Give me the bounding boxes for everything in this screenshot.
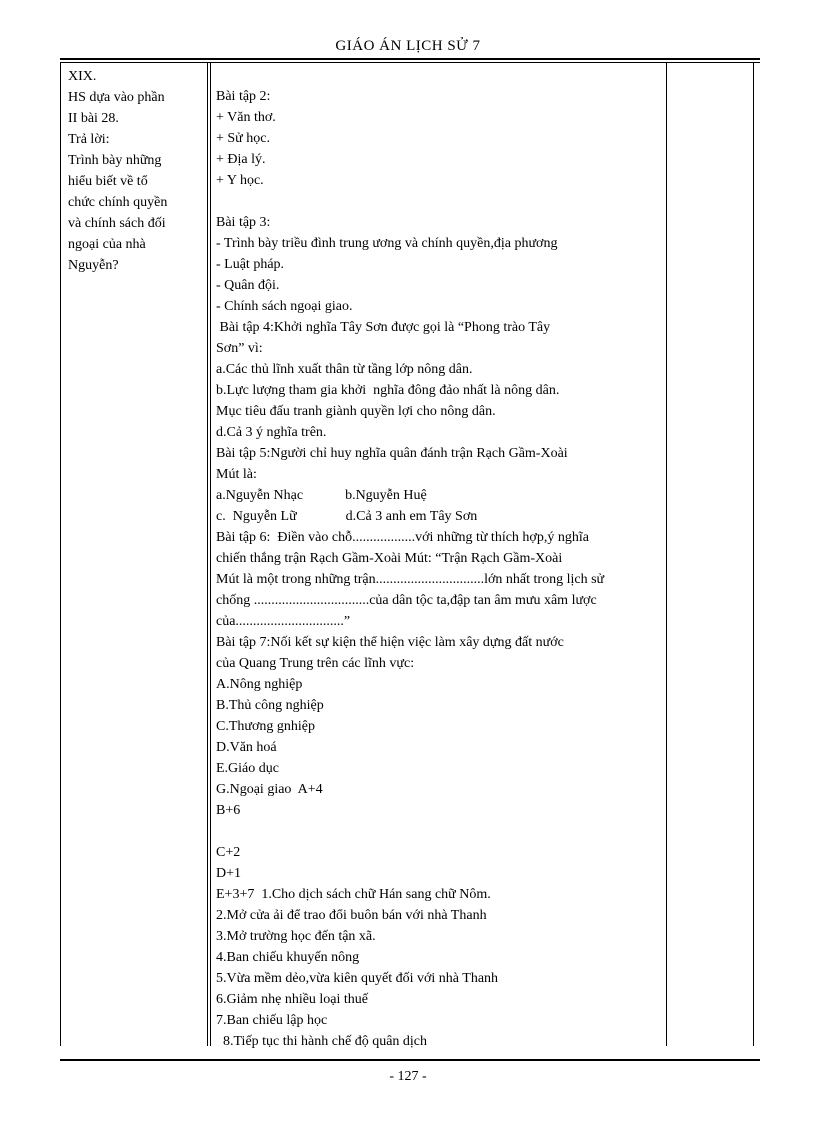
content-line: của Quang Trung trên các lĩnh vực: <box>216 656 415 671</box>
content-line: 5.Vừa mềm dẻo,vừa kiên quyết đối với nhà Thanh <box>216 971 499 986</box>
header-title: GIÁO ÁN LỊCH SỬ 7 <box>335 38 481 54</box>
content-line: E.Giáo dục <box>216 761 279 776</box>
question-line: hiểu biết về tổ <box>68 174 148 189</box>
left-column <box>68 66 208 276</box>
content-line: 4.Ban chiếu khuyến nông <box>216 950 360 965</box>
content-line: Bài tập 4:Khởi nghĩa Tây Sơn được gọi là “Phong trào Tây <box>216 320 551 335</box>
question-line: Trả lời: <box>68 132 110 147</box>
content-line: 7.Ban chiếu lập học <box>216 1013 328 1028</box>
content-line: 2.Mở cửa ải để trao đổi buôn bán với nhà Thanh <box>216 908 487 923</box>
question-line: ngoại của nhà <box>68 237 146 252</box>
content-line: - Chính sách ngoại giao. <box>216 299 353 314</box>
content-line: b.Lực lượng tham gia khởi nghĩa đông đảo nhất là nông dân. <box>216 383 560 398</box>
content-line: chống .................................của dân tộc ta,đập tan âm mưu xâm lược <box>216 593 597 608</box>
content-line: Bài tập 3: <box>216 215 271 230</box>
table-border-left <box>60 63 61 1046</box>
content-line: 3.Mở trường học đến tận xã. <box>216 929 376 944</box>
header-rule-thick <box>60 58 760 60</box>
content-line: C+2 <box>216 845 241 860</box>
footer-rule <box>60 1059 760 1061</box>
content-line: + Văn thơ. <box>216 110 276 125</box>
content-line: - Quân đội. <box>216 278 280 293</box>
content-line: D+1 <box>216 866 242 881</box>
content-line: Bài tập 7:Nối kết sự kiện thể hiện việc làm xây dựng đất nước <box>216 635 564 650</box>
question-line: II bài 28. <box>68 111 119 126</box>
content-line: G.Ngoại giao A+4 <box>216 782 323 797</box>
content-line: B.Thủ công nghiệp <box>216 698 324 713</box>
content-line: Mút là: <box>216 467 257 482</box>
content-line: - Luật pháp. <box>216 257 285 272</box>
page-number: - 127 - <box>389 1069 427 1084</box>
content-line: a.Nguyễn Nhạc b.Nguyễn Huệ <box>216 488 427 503</box>
content-line: Sơn” vì: <box>216 341 263 356</box>
content-line: d.Cả 3 ý nghĩa trên. <box>216 425 327 440</box>
main-column <box>216 86 661 1052</box>
content-line: Bài tập 5:Người chỉ huy nghĩa quân đánh trận Rạch Gầm-Xoài <box>216 446 568 461</box>
content-line <box>216 821 661 842</box>
content-line <box>216 191 661 212</box>
question-line: Nguyễn? <box>68 258 119 273</box>
content-line: E+3+7 1.Cho dịch sách chữ Hán sang chữ Nôm. <box>216 887 491 902</box>
question-line: Trình bày những <box>68 153 162 168</box>
content-line: Bài tập 2: <box>216 89 271 104</box>
content-line: + Sử học. <box>216 131 270 146</box>
question-line: và chính sách đối <box>68 216 166 231</box>
table-border-right <box>753 63 754 1046</box>
content-line: Mút là một trong những trận...............................lớn nhất trong lịch sử <box>216 572 605 587</box>
table-divider-1b <box>210 63 211 1046</box>
content-line: - Trình bày triều đình trung ương và chính quyền,địa phương <box>216 236 558 251</box>
content-line: 6.Giảm nhẹ nhiều loại thuế <box>216 992 369 1007</box>
content-line: a.Các thủ lĩnh xuất thân từ tầng lớp nông dân. <box>216 362 473 377</box>
content-line: + Địa lý. <box>216 152 266 167</box>
question-line: XIX. <box>68 69 97 84</box>
content-line: + Y học. <box>216 173 264 188</box>
content-line: B+6 <box>216 803 241 818</box>
content-line: c. Nguyễn Lữ d.Cả 3 anh em Tây Sơn <box>216 509 478 524</box>
header-rule-thin <box>60 62 760 63</box>
content-line: Mục tiêu đấu tranh giành quyền lợi cho nông dân. <box>216 404 496 419</box>
content-line: 8.Tiếp tục thi hành chế độ quân dịch <box>216 1034 428 1049</box>
content-line: của...............................” <box>216 614 351 629</box>
content-line: C.Thương gnhiệp <box>216 719 315 734</box>
question-line: HS dựa vào phần <box>68 90 165 105</box>
question-line: chức chính quyền <box>68 195 168 210</box>
content-line: chiến thắng trận Rạch Gầm-Xoài Mút: “Trận Rạch Gầm-Xoài <box>216 551 563 566</box>
content-line: A.Nông nghiệp <box>216 677 303 692</box>
content-line: D.Văn hoá <box>216 740 277 755</box>
content-line: Bài tập 6: Điền vào chỗ..................với những từ thích hợp,ý nghĩa <box>216 530 589 545</box>
table-divider-2 <box>666 63 667 1046</box>
